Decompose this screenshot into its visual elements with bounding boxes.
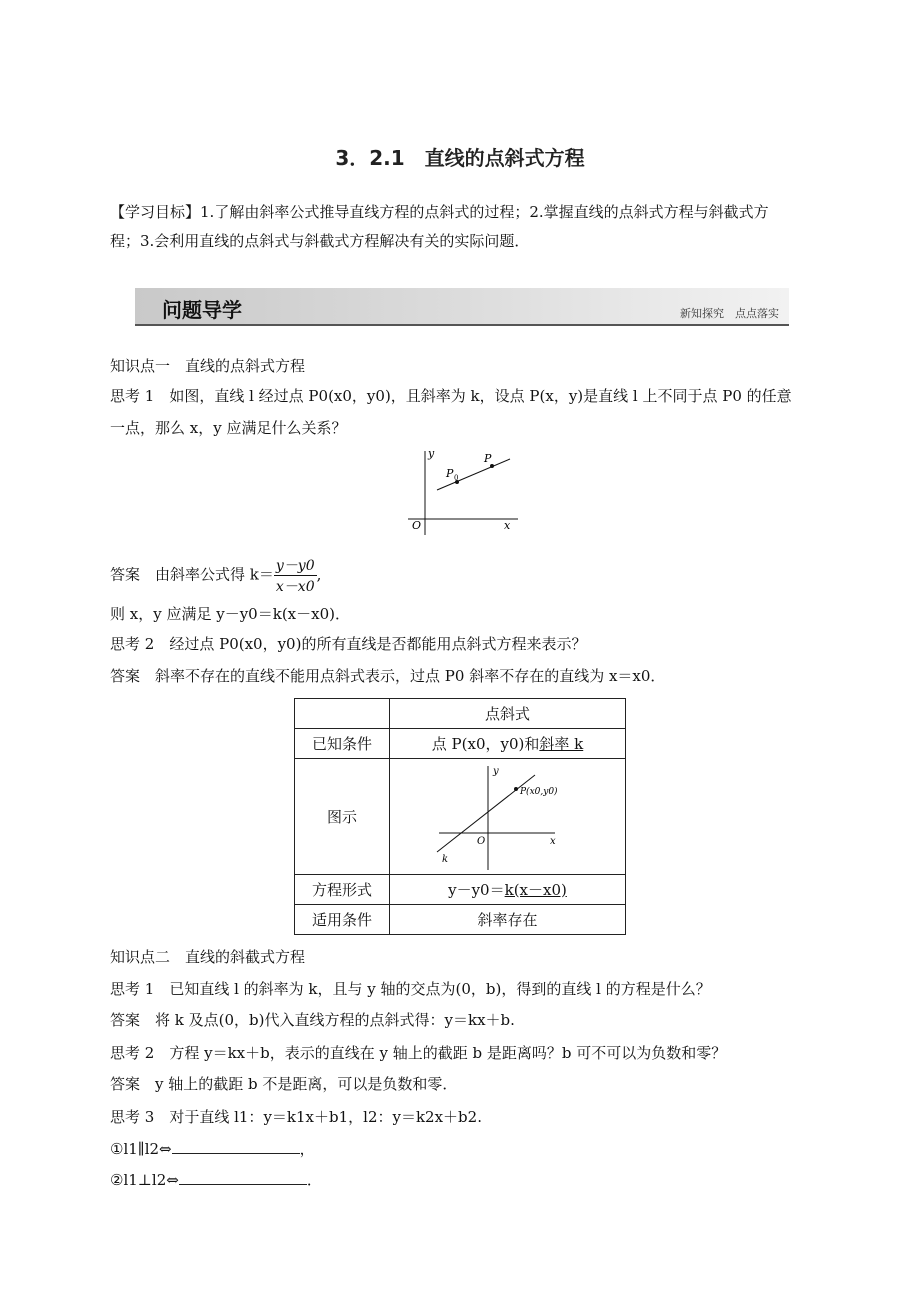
- s2-think3: [110, 1106, 482, 1127]
- row-condition-value: [390, 729, 626, 759]
- item1-end: ，: [299, 1140, 315, 1158]
- s1-think2: [110, 633, 586, 654]
- goals-line2: 程；3.会利用直线的点斜式与斜截式方程解决有关的实际问题．: [110, 232, 530, 250]
- row-form-value: [390, 875, 626, 905]
- page-title: 3．2.1 直线的点斜式方程: [335, 146, 585, 170]
- s2-item1: [110, 1138, 315, 1159]
- section2-heading: 知识点二 直线的斜截式方程: [110, 948, 306, 966]
- row-applicable-label: 适用条件: [295, 905, 390, 935]
- item1-text: ①l1∥l2⇔: [110, 1140, 172, 1158]
- s1-answer2-text: 斜率不存在的直线不能用点斜式表示，过点 P0 斜率不存在的直线为 x＝x0．: [155, 667, 666, 685]
- fraction-denominator: x－x0: [275, 579, 315, 595]
- form-left-text: y－y0＝: [448, 881, 505, 899]
- condition-point-text: 点 P(x0，y0)和: [431, 735, 540, 753]
- row-form-label: 方程形式: [295, 875, 390, 905]
- s1-answer1-label: 答案: [110, 565, 141, 584]
- s2-think2: [110, 1042, 726, 1063]
- s1-answer2: [110, 665, 665, 686]
- section-banner: [135, 288, 789, 326]
- s2-answer1: [110, 1009, 515, 1030]
- s2-answer2-text: y 轴上的截距 b 不是距离，可以是负数和零．: [155, 1075, 458, 1093]
- fig1-y-label: y: [428, 447, 435, 460]
- point-slope-table: [294, 698, 626, 935]
- table-header: 点斜式: [390, 699, 626, 729]
- fig1-p-label: P: [484, 452, 492, 465]
- s1-answer2-label: 答案: [110, 667, 141, 685]
- section1-heading: 知识点一 直线的点斜式方程: [110, 357, 306, 375]
- row-figure-label: 图示: [295, 759, 390, 875]
- condition-slope-text: 斜率 k: [539, 735, 584, 753]
- fig1-x-label: x: [504, 519, 511, 532]
- row-applicable-value: 斜率存在: [390, 905, 626, 935]
- goals-line1: 1.了解由斜率公式推导直线方程的点斜式的过程；2.掌握直线的点斜式方程与斜截式方: [200, 203, 769, 221]
- table-corner: [295, 699, 390, 729]
- s2-item2: [110, 1169, 322, 1190]
- s2-answer1-text: 将 k 及点(0，b)代入直线方程的点斜式得：y＝kx＋b.: [155, 1011, 515, 1029]
- s1-think1-label: 思考 1: [110, 387, 155, 405]
- table-figure: [433, 762, 583, 872]
- s1-think1-line1: 如图，直线 l 经过点 P0(x0，y0)，且斜率为 k，设点 P(x，y)是直线 l 上不同于点 P0 的任意: [169, 387, 792, 405]
- row-figure-cell: [390, 759, 626, 875]
- fig1-origin-label: O: [412, 519, 422, 532]
- goals-label: 【学习目标】: [110, 203, 201, 221]
- fig2-k-label: k: [441, 853, 448, 865]
- s1-think2-label: 思考 2: [110, 635, 155, 653]
- s1-answer1-line2: 则 x，y 应满足 y－y0＝k(x－x0)．: [110, 605, 350, 623]
- learning-goals: [110, 198, 815, 256]
- s2-think1: [110, 978, 711, 999]
- banner-subtitle: 新知探究 点点落实: [680, 307, 779, 320]
- s1-think1: [110, 385, 792, 406]
- fig2-origin-label: O: [476, 835, 485, 847]
- s1-answer1-tail: ,: [316, 565, 322, 584]
- form-right-text: k(x－x0): [504, 881, 567, 899]
- banner-title: 问题导学: [162, 298, 242, 322]
- s1-think2-text: 经过点 P0(x0，y0)的所有直线是否都能用点斜式方程来表示？: [169, 635, 587, 653]
- item2-blank[interactable]: [179, 1170, 307, 1185]
- s2-answer2-label: 答案: [110, 1075, 141, 1093]
- row-condition-label: 已知条件: [295, 729, 390, 759]
- s2-think2-label: 思考 2: [110, 1044, 155, 1062]
- s2-think2-text: 方程 y＝kx＋b，表示的直线在 y 轴上的截距 b 是距离吗？b 可不可以为负数和零？: [169, 1044, 727, 1062]
- item2-end: ．: [306, 1171, 322, 1189]
- s2-answer2: [110, 1073, 457, 1094]
- fig1-p0-sub: 0: [454, 474, 459, 482]
- fig1-p0-label: P: [446, 467, 454, 480]
- s1-answer1-text: 由斜率公式得 k＝: [155, 565, 274, 584]
- slope-fraction: [274, 555, 317, 596]
- figure-line-through-p0: [400, 445, 525, 537]
- item2-text: ②l1⊥l2⇔: [110, 1171, 179, 1189]
- s2-answer1-label: 答案: [110, 1011, 141, 1029]
- fig2-point-p: [514, 787, 518, 791]
- fig2-y-label: y: [492, 765, 499, 777]
- item1-blank[interactable]: [172, 1139, 300, 1154]
- s1-think1-line2: 一点，那么 x，y 应满足什么关系？: [110, 419, 347, 437]
- fraction-numerator: y－y0: [274, 555, 317, 576]
- s2-think1-label: 思考 1: [110, 980, 155, 998]
- fig2-p-label: P(x0,y0): [519, 786, 558, 797]
- s2-think1-text: 已知直线 l 的斜率为 k，且与 y 轴的交点为(0，b)，得到的直线 l 的方程是什么？: [169, 980, 711, 998]
- fig2-x-label: x: [549, 835, 556, 847]
- s1-answer1: [110, 555, 321, 596]
- s2-think3-text: 对于直线 l1：y＝k1x＋b1，l2：y＝k2x＋b2.: [169, 1108, 482, 1126]
- s2-think3-label: 思考 3: [110, 1108, 155, 1126]
